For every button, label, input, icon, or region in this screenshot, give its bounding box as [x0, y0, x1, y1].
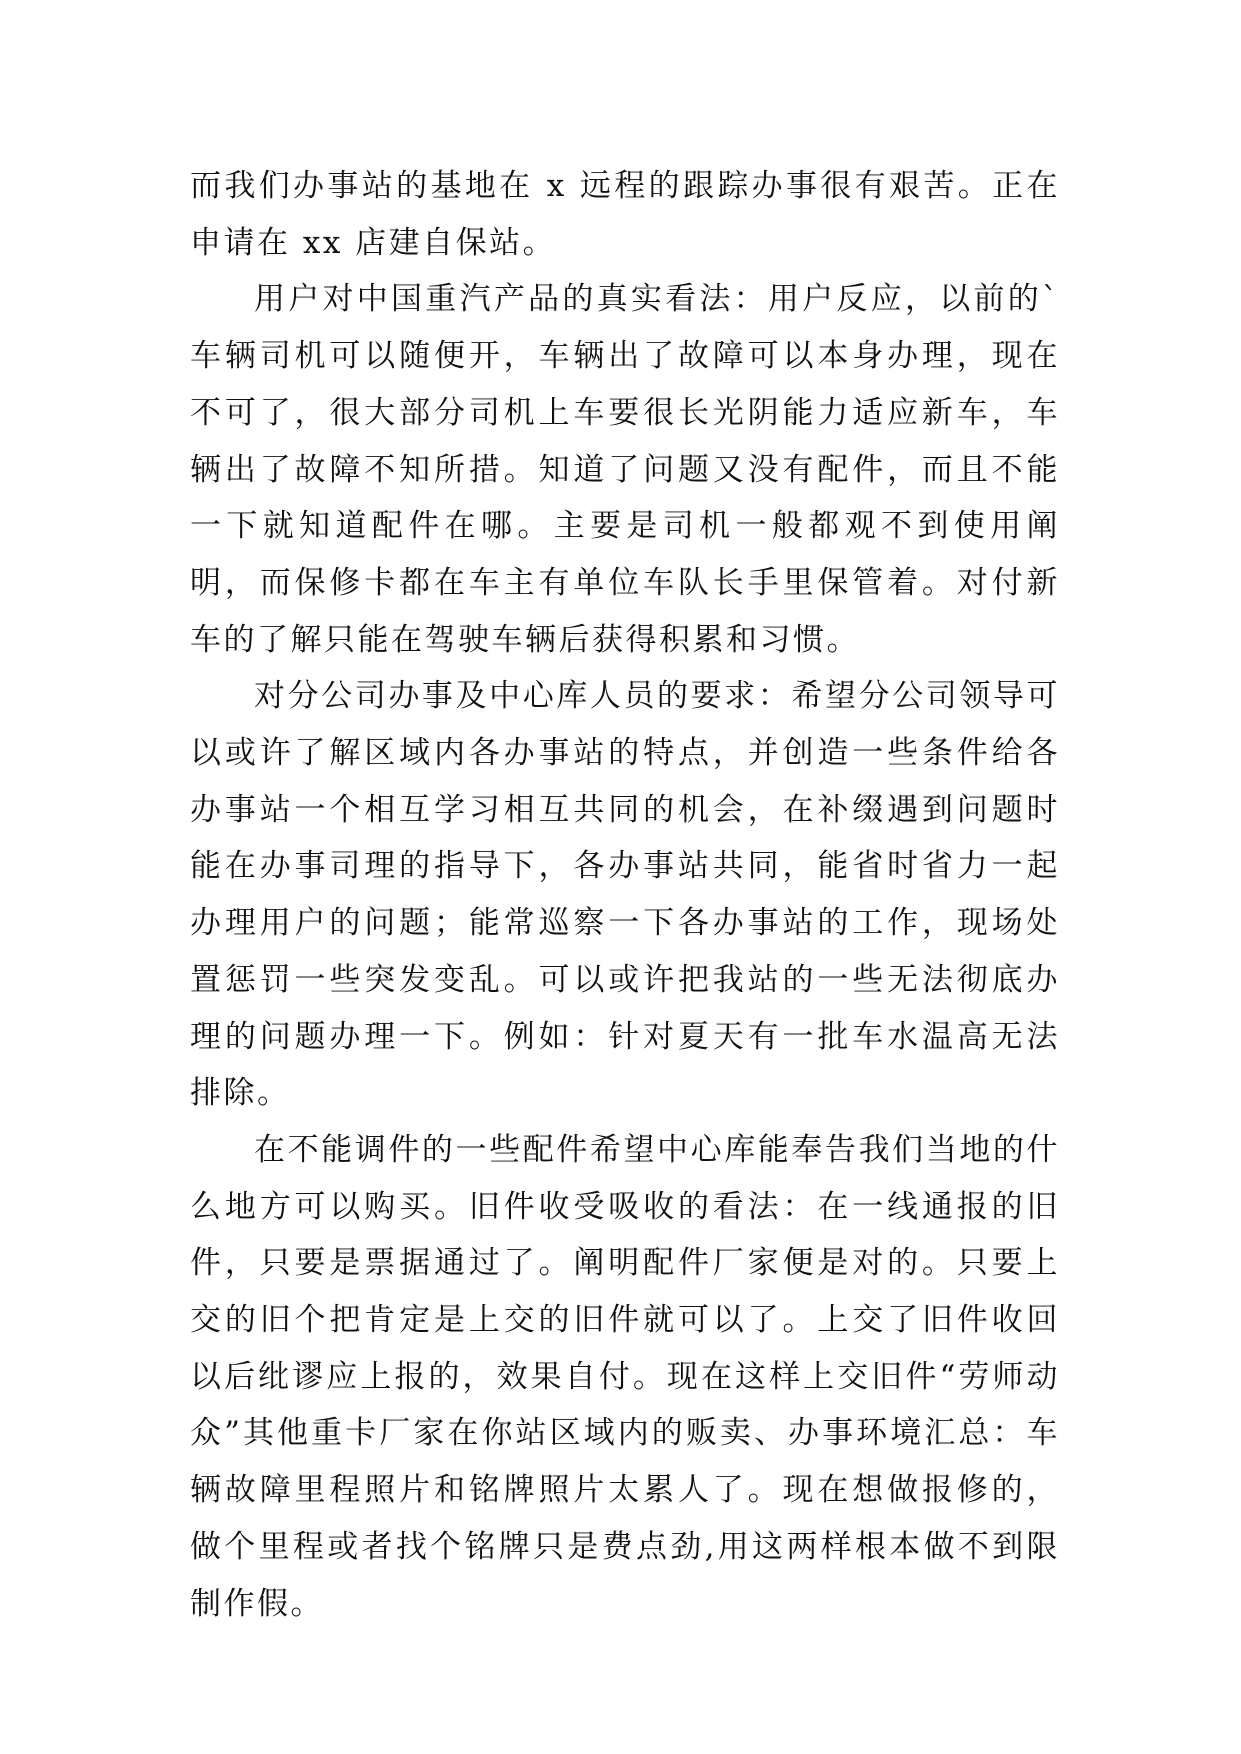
paragraph-continuation: 而我们办事站的基地在 x 远程的跟踪办事很有艰苦。正在申请在 xx 店建自保站。: [190, 168, 1060, 261]
paragraph-user-feedback: 用户对中国重汽产品的真实看法：用户反应，以前的`车辆司机可以随便开，车辆出了故障可以本身办理，现在不可了，很大部分司机上车要很长光阴能力适应新车，车辆出了故障不知所措。知道了问题又没有配件，而且不能一下就知道配件在哪。主要是司机一般都观不到使用阐明，而保修卡都在车主有单位车队长手里保管着。对付新车的了解只能在驾驶车辆后获得积累和习惯。: [190, 281, 1060, 658]
paragraph-branch-requirements: 对分公司办事及中心库人员的要求：希望分公司领导可以或许了解区域内各办事站的特点，并创造一些条件给各办事站一个相互学习相互共同的机会，在补缀遇到问题时能在办事司理的指导下，各办事站共同，能省时省力一起办理用户的问题；能常巡察一下各办事站的工作，现场处置惩罚一些突发变乱。可以或许把我站的一些无法彻底办理的问题办理一下。例如：针对夏天有一批车水温高无法排除。: [190, 678, 1060, 1112]
paragraph-parts-and-old-parts: 在不能调件的一些配件希望中心库能奉告我们当地的什么地方可以购买。旧件收受吸收的看法：在一线通报的旧件，只要是票据通过了。阐明配件厂家便是对的。只要上交的旧个把肯定是上交的旧件就可以了。上交了旧件收回以后纰谬应上报的，效果自付。现在这样上交旧件“劳师动众”其他重卡厂家在你站区域内的贩卖、办事环境汇总：车辆故障里程照片和铭牌照片太累人了。现在想做报修的，做个里程或者找个铭牌只是费点劲,用这两样根本做不到限制作假。: [190, 1131, 1060, 1622]
document-body: [190, 158, 1060, 1632]
